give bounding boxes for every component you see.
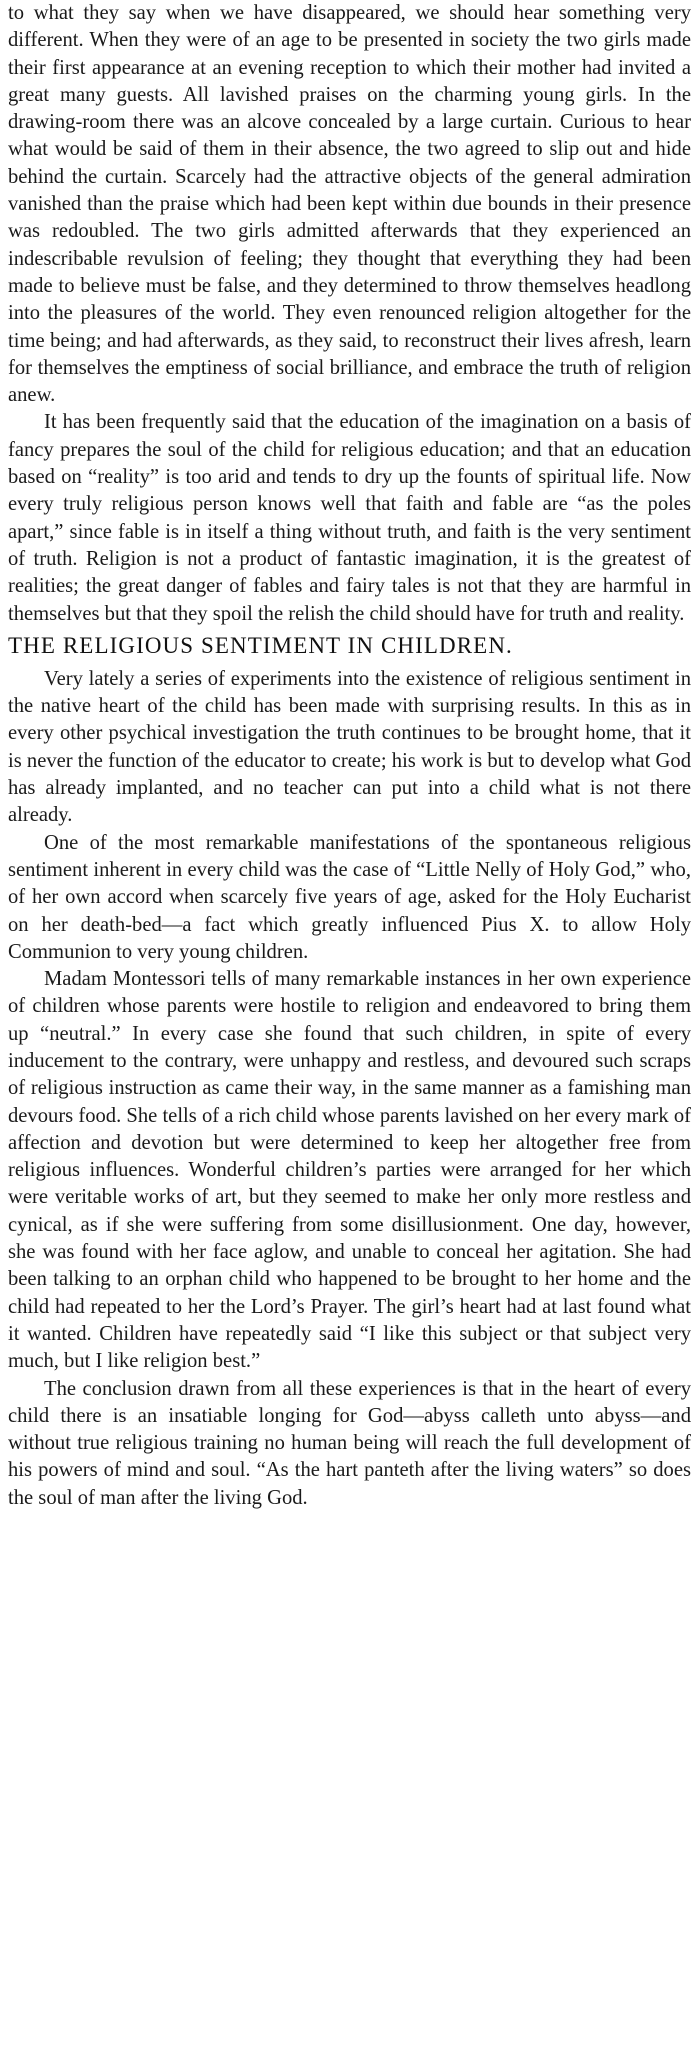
paragraph-imagination: It has been frequently said that the education of the imagination on a basis of fancy prepares the soul of the child for religious education; and that an education based on “reality” is too arid and tends to dry up the founts of spiritual life. Now every truly religious person knows well that faith and fable are “as the poles apart,” since fable is in itself a thing without truth, and faith is the very sentiment of truth. Religion is not a product of fantastic imagination, it is the greatest of realities; the great danger of fables and fairy tales is not that they are harmful in themselves but that they spoil the relish the child should have for truth and reality. xyxy=(8,411,691,625)
paragraph-conclusion: The conclusion drawn from all these experiences is that in the heart of every child there is an insatiable longing for God—abyss calleth unto abyss—and without true religious training no human being will reach the full development of his powers of mind and soul. “As the hart panteth after the living waters” so does the soul of man after the living God. xyxy=(8,1377,691,1509)
paragraph-experiments: Very lately a series of experiments into the existence of religious sentiment in the native heart of the child has been made with surprising results. In this as in every other psychical investigation the truth continues to be brought home, that it is never the function of the educator to create; his work is but to develop what God has already implanted, and no teacher can put into a child what is not there already. xyxy=(8,667,691,827)
paragraph-curtain-story: to what they say when we have disappeared, we should hear something very different. When they were of an age to be presented in society the two girls made their first appearance at an evening reception to which their mother had invited a great many guests. All lavished praises on the charming young girls. In the drawing-room there was an alcove concealed by a large curtain. Curious to hear what would be said of them in their absence, the two agreed to slip out and hide behind the curtain. Scarcely had the attractive objects of the general admiration vanished than the praise which had been kept within due bounds in their presence was redoubled. The two girls admitted afterwards that they experienced an indescribable revulsion of feeling; they thought that everything they had been made to believe must be false, and they determined to throw themselves headlong into the pleasures of the world. They even renounced religion altogether for the time being; and had afterwards, as they said, to reconstruct their lives afresh, learn for themselves the emptiness of social brilliance, and embrace the truth of religion anew. xyxy=(8,2,691,407)
paragraph-montessori: Madam Montessori tells of many remarkable instances in her own experience of children whose parents were hostile to religion and endeavored to bring them up “neutral.” In every case she found that such children, in spite of every inducement to the contrary, were unhappy and restless, and devoured such scraps of religious instruction as came their way, in the same manner as a famishing man devours food. She tells of a rich child whose parents lavished on her every mark of affection and devotion but were determined to keep her altogether free from religious influences. Wonderful children’s parties were arranged for her which were veritable works of art, but they seemed to make her only more restless and cynical, as if she were suffering from some disillusionment. One day, however, she was found with her face aglow, and unable to conceal her agitation. She had been talking to an orphan child who happened to be brought to her home and the child had repeated to her the Lord’s Prayer. The girl’s heart had at last found what it wanted. Children have repeatedly said “I like this subject or that subject very much, but I like religion best.” xyxy=(8,968,691,1373)
section-heading: THE RELIGIOUS SENTIMENT IN CHILDREN. xyxy=(8,632,513,658)
article-page xyxy=(8,0,691,1512)
paragraph-little-nelly: One of the most remarkable manifestations of the spontaneous religious sentiment inherent in every child was the case of “Little Nelly of Holy God,” who, of her own accord when scarcely five years of age, asked for the Holy Eucharist on her death-bed—a fact which greatly influenced Pius X. to allow Holy Communion to very young children. xyxy=(8,831,691,963)
